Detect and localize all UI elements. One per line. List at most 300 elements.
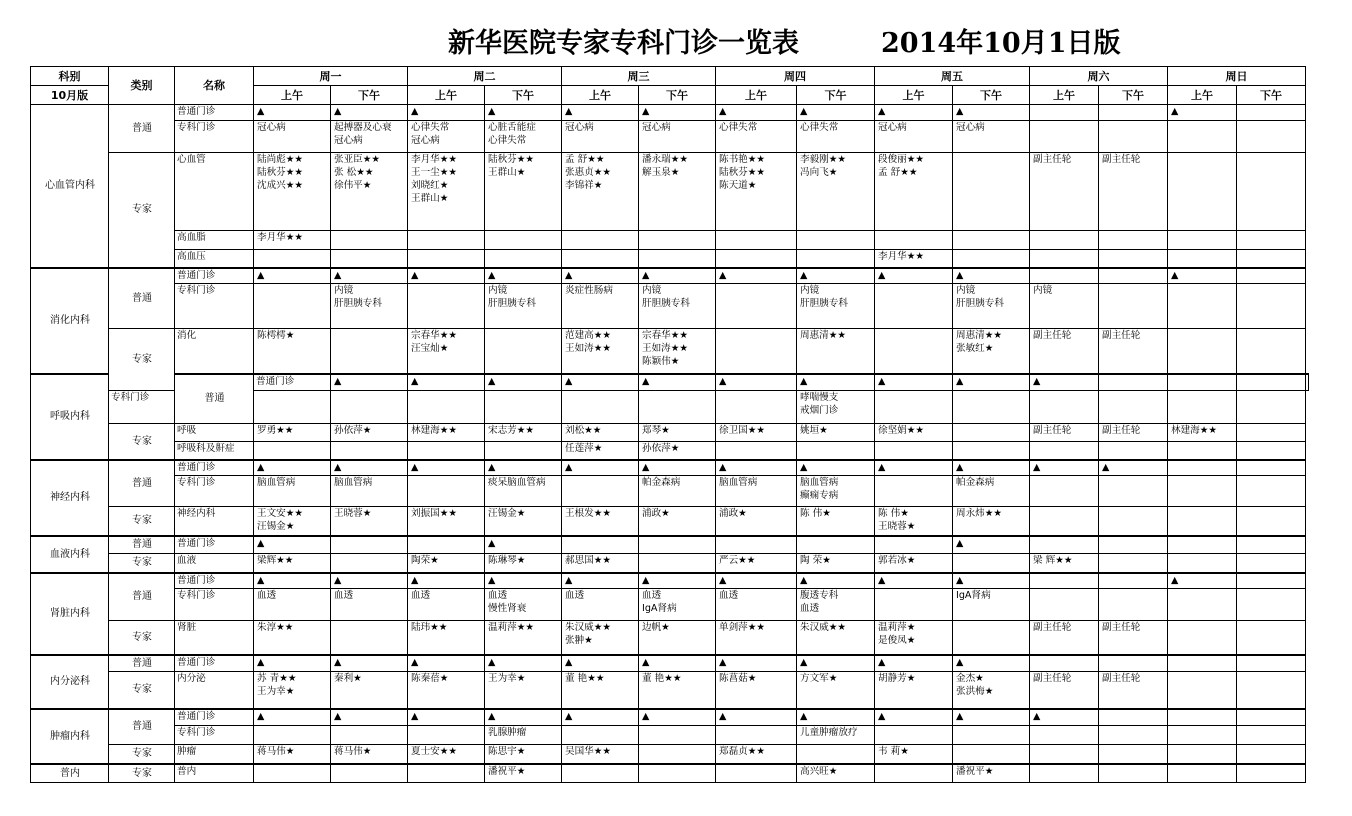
schedule-cell: [331, 329, 408, 374]
cell-text: 冠心病: [257, 122, 286, 133]
schedule-row: [31, 745, 1309, 764]
am-header: 上午: [875, 86, 953, 105]
clinic-schedule-table: [30, 66, 1309, 783]
schedule-cell: [953, 655, 1030, 672]
cell-text: ▲: [878, 656, 886, 668]
cell-text: 郝思国★★: [565, 555, 611, 566]
schedule-cell: [953, 391, 1030, 424]
schedule-cell: [1099, 745, 1168, 764]
schedule-cell: [875, 153, 953, 231]
schedule-cell: [562, 250, 639, 268]
schedule-cell: [331, 621, 408, 655]
schedule-cell: [408, 709, 485, 726]
cell-text: 陆秋芬★★: [719, 167, 765, 178]
cell-text: 内镜: [956, 285, 976, 296]
cell-text: 陆秋芬★★: [488, 154, 534, 165]
schedule-cell: [639, 391, 716, 424]
schedule-cell: [1099, 621, 1168, 655]
cell-text: ▲: [800, 106, 808, 117]
schedule-cell: [716, 231, 797, 250]
schedule-cell: [562, 726, 639, 745]
schedule-cell: [797, 621, 875, 655]
schedule-cell: [254, 460, 331, 476]
schedule-row: [31, 655, 1309, 672]
cell-text: 心律失常: [488, 135, 527, 146]
schedule-cell: [254, 672, 331, 709]
cell-text: 金杰★: [956, 673, 984, 684]
schedule-cell: [1237, 268, 1306, 284]
cell-text: IgA肾病: [642, 603, 677, 614]
cell-text: 边帆★: [642, 622, 670, 633]
schedule-cell: [716, 121, 797, 153]
schedule-cell: [485, 536, 562, 554]
cell-text: 脑血管病: [719, 477, 758, 488]
schedule-cell: [1099, 284, 1168, 329]
schedule-cell: [1168, 745, 1237, 764]
schedule-cell: [1099, 268, 1168, 284]
schedule-cell: [485, 745, 562, 764]
schedule-cell: [797, 374, 875, 391]
schedule-cell: [875, 391, 953, 424]
clinic-name-cell: 呼吸科及鼾症: [175, 442, 254, 460]
schedule-cell: [639, 121, 716, 153]
schedule-cell: [1168, 672, 1237, 709]
schedule-cell: [639, 672, 716, 709]
cell-text: ▲: [1171, 106, 1179, 117]
cell-text: 腹透专科: [800, 590, 839, 601]
schedule-cell: [1237, 726, 1306, 745]
cell-text: 冠心病: [878, 122, 907, 133]
cell-text: 罗勇★★: [257, 425, 294, 436]
schedule-cell: [1030, 121, 1099, 153]
schedule-cell: [797, 121, 875, 153]
cell-text: 心律失常: [800, 122, 839, 133]
schedule-cell: [953, 476, 1030, 507]
schedule-cell: [331, 536, 408, 554]
cell-text: 血透: [257, 590, 277, 601]
schedule-cell: [1168, 536, 1237, 554]
schedule-cell: [1168, 442, 1237, 460]
schedule-cell: [331, 231, 408, 250]
cell-text: ▲: [565, 106, 573, 117]
cell-text: 胡静芳★: [878, 673, 916, 684]
cell-text: ▲: [411, 710, 419, 722]
schedule-cell: [331, 153, 408, 231]
cell-text: 冯向飞★: [800, 167, 838, 178]
schedule-cell: [1237, 391, 1306, 424]
schedule-cell: [716, 329, 797, 374]
type-cell: 专家: [109, 554, 175, 573]
cell-text: ▲: [1033, 375, 1041, 387]
clinic-name-cell: 心血管: [175, 153, 254, 231]
cell-text: ▲: [719, 269, 727, 281]
cell-text: 孟 舒★★: [878, 167, 918, 178]
cell-text: ▲: [878, 269, 886, 281]
schedule-cell: [1168, 554, 1237, 573]
schedule-row: [31, 672, 1309, 709]
cell-text: ▲: [719, 574, 727, 586]
cell-text: 宗春华★★: [642, 330, 688, 341]
cell-text: 温莉萍★: [878, 622, 916, 633]
schedule-cell: [1237, 442, 1306, 460]
cell-text: 周惠清★★: [800, 330, 846, 341]
cell-text: 陆秋芬★★: [257, 167, 303, 178]
schedule-cell: [875, 745, 953, 764]
schedule-cell: [562, 589, 639, 621]
cell-text: ▲: [642, 656, 650, 668]
schedule-cell: [562, 621, 639, 655]
cell-text: 帕金森病: [642, 477, 681, 488]
cell-text: ▲: [411, 461, 419, 473]
cell-text: 陆尚彪★★: [257, 154, 303, 165]
schedule-cell: [953, 250, 1030, 268]
schedule-row: [31, 554, 1309, 573]
schedule-cell: [562, 554, 639, 573]
cell-text: 李月华★★: [411, 154, 457, 165]
cell-text: 血透: [642, 590, 662, 601]
clinic-name-cell: 专科门诊: [175, 284, 254, 329]
schedule-cell: [254, 507, 331, 536]
schedule-cell: [331, 655, 408, 672]
cell-text: ▲: [956, 656, 964, 668]
cell-text: 心律失常: [719, 122, 758, 133]
schedule-cell: [562, 329, 639, 374]
title-text: 新华医院专家专科门诊一览表: [448, 28, 799, 59]
schedule-cell: [1168, 268, 1237, 284]
schedule-cell: [953, 709, 1030, 726]
schedule-cell: [875, 121, 953, 153]
cell-text: ▲: [488, 537, 496, 549]
schedule-cell: [953, 554, 1030, 573]
schedule-cell: [875, 250, 953, 268]
schedule-cell: [716, 284, 797, 329]
schedule-cell: [953, 329, 1030, 374]
schedule-cell: [485, 655, 562, 672]
cell-text: 哮喘慢支: [800, 392, 839, 403]
cell-text: ▲: [334, 461, 342, 473]
cell-text: 陈菖菇★: [719, 673, 757, 684]
cell-text: 孙依萍★: [642, 443, 680, 454]
schedule-cell: [562, 655, 639, 672]
cell-text: 汪锡金★: [488, 508, 526, 519]
cell-text: ▲: [257, 461, 265, 473]
cell-text: 朱淳★★: [257, 622, 294, 633]
cell-text: 起搏器及心衰: [334, 122, 392, 133]
schedule-cell: [953, 374, 1030, 391]
schedule-cell: [1168, 573, 1237, 589]
schedule-cell: [953, 573, 1030, 589]
cell-text: 解玉泉★: [642, 167, 680, 178]
cell-text: ▲: [565, 710, 573, 722]
schedule-cell: [953, 536, 1030, 554]
schedule-cell: [408, 329, 485, 374]
cell-text: 姚垣★: [800, 425, 828, 436]
schedule-cell: [1099, 460, 1168, 476]
cell-text: 副主任轮: [1033, 154, 1072, 165]
schedule-cell: [716, 374, 797, 391]
schedule-cell: [875, 442, 953, 460]
schedule-cell: [716, 589, 797, 621]
schedule-cell: [562, 105, 639, 121]
schedule-row: [31, 121, 1309, 153]
cell-text: ▲: [800, 574, 808, 586]
schedule-cell: [716, 554, 797, 573]
cell-text: ▲: [956, 710, 964, 722]
cell-text: 刘晓红★: [411, 180, 449, 191]
schedule-cell: [254, 329, 331, 374]
schedule-cell: [639, 268, 716, 284]
schedule-cell: [1099, 424, 1168, 442]
schedule-cell: [1030, 507, 1099, 536]
schedule-cell: [875, 573, 953, 589]
schedule-cell: [254, 231, 331, 250]
clinic-name-cell: 普通门诊: [175, 709, 254, 726]
cell-text: 冠心病: [565, 122, 594, 133]
schedule-cell: [1030, 329, 1099, 374]
cell-text: ▲: [565, 461, 573, 473]
cell-text: 潘祝平★: [956, 765, 994, 777]
clinic-name-cell: 专科门诊: [109, 391, 175, 424]
cell-text: IgA肾病: [956, 590, 991, 601]
clinic-name-cell: 专科门诊: [175, 726, 254, 745]
schedule-cell: [254, 105, 331, 121]
schedule-cell: [797, 589, 875, 621]
dept-header: 科别: [31, 67, 109, 86]
schedule-cell: [1237, 105, 1306, 121]
cell-text: 王如涛★★: [642, 343, 688, 354]
schedule-cell: [875, 507, 953, 536]
schedule-cell: [408, 589, 485, 621]
schedule-cell: [1168, 231, 1237, 250]
cell-text: 夏士安★★: [411, 746, 457, 757]
cell-text: ▲: [257, 106, 265, 117]
schedule-cell: [485, 573, 562, 589]
schedule-cell: [875, 476, 953, 507]
schedule-cell: [408, 121, 485, 153]
schedule-cell: [1099, 153, 1168, 231]
schedule-row: [31, 231, 1309, 250]
cell-text: 王群山★: [488, 167, 526, 178]
schedule-cell: [1168, 284, 1237, 329]
cell-text: 韦 莉★: [878, 746, 909, 757]
cell-text: 内镜: [642, 285, 662, 296]
schedule-cell: [1168, 621, 1237, 655]
schedule-cell: [1237, 250, 1306, 268]
cell-text: 温莉萍★★: [488, 622, 534, 633]
cell-text: 方文军★: [800, 673, 838, 684]
cell-text: 孟 舒★★: [565, 154, 605, 165]
schedule-cell: [408, 672, 485, 709]
schedule-cell: [562, 121, 639, 153]
schedule-cell: [797, 105, 875, 121]
cell-text: 陈颖伟★: [642, 356, 680, 367]
schedule-cell: [408, 105, 485, 121]
am-header: 上午: [1168, 86, 1237, 105]
cell-text: ▲: [257, 537, 265, 549]
schedule-cell: [716, 655, 797, 672]
schedule-row: [31, 424, 1309, 442]
schedule-cell: [331, 745, 408, 764]
schedule-cell: [1099, 507, 1168, 536]
cell-text: 王晓蓉★: [334, 508, 372, 519]
clinic-name-cell: 普通门诊: [175, 460, 254, 476]
cell-text: 宗春华★★: [411, 330, 457, 341]
dept-cell: 内分泌科: [31, 655, 109, 709]
schedule-cell: [1168, 507, 1237, 536]
cell-text: ▲: [488, 710, 496, 722]
schedule-cell: [1237, 745, 1306, 764]
schedule-cell: [953, 460, 1030, 476]
header-row-days: [31, 67, 1309, 86]
cell-text: 李锦祥★: [565, 180, 603, 191]
schedule-row: [31, 153, 1309, 231]
schedule-cell: [716, 105, 797, 121]
schedule-cell: [562, 231, 639, 250]
cell-text: ▲: [1033, 461, 1041, 473]
cell-text: 王如涛★★: [565, 343, 611, 354]
schedule-cell: [953, 424, 1030, 442]
schedule-cell: [408, 573, 485, 589]
schedule-cell: [1237, 764, 1306, 783]
schedule-cell: [485, 231, 562, 250]
schedule-cell: [331, 672, 408, 709]
dept-cell: 呼吸内科: [31, 374, 109, 460]
schedule-cell: [1168, 329, 1237, 374]
type-cell: 专家: [109, 329, 175, 391]
schedule-cell: [562, 536, 639, 554]
am-header: 上午: [254, 86, 331, 105]
schedule-cell: [562, 153, 639, 231]
schedule-cell: [254, 655, 331, 672]
day-header: 周五: [875, 67, 1030, 86]
cell-text: 任莲萍★: [565, 443, 603, 454]
cell-text: 心脏舌能症: [488, 122, 536, 133]
schedule-cell: [1030, 374, 1099, 391]
cell-text: 副主任轮: [1102, 425, 1141, 436]
clinic-name-cell: 肿瘤: [175, 745, 254, 764]
schedule-cell: [1030, 655, 1099, 672]
schedule-cell: [797, 709, 875, 726]
schedule-cell: [562, 460, 639, 476]
cell-text: 炎症性肠病: [565, 285, 613, 296]
schedule-cell: [408, 621, 485, 655]
cell-text: ▲: [642, 574, 650, 586]
schedule-cell: [254, 391, 331, 424]
pm-header: 下午: [331, 86, 408, 105]
version-text: 2014年10月1日版: [881, 28, 1121, 59]
pm-header: 下午: [1099, 86, 1168, 105]
cell-text: ▲: [565, 574, 573, 586]
cell-text: 冠心病: [411, 135, 440, 146]
dept-cell: 神经内科: [31, 460, 109, 536]
type-cell: 专家: [109, 153, 175, 268]
schedule-cell: [875, 554, 953, 573]
page-title: [448, 24, 1121, 64]
schedule-cell: [408, 442, 485, 460]
schedule-cell: [797, 672, 875, 709]
schedule-cell: [797, 745, 875, 764]
schedule-cell: [639, 554, 716, 573]
cell-text: 徐坚娟★★: [878, 425, 924, 436]
cell-text: 李月华★★: [878, 251, 924, 262]
cell-text: 王文安★★: [257, 508, 303, 519]
cell-text: 汪锡金★: [257, 521, 295, 532]
schedule-cell: [485, 726, 562, 745]
type-cell: 专家: [109, 764, 175, 783]
cell-text: 朱汉威★★: [800, 622, 846, 633]
schedule-cell: [1099, 250, 1168, 268]
schedule-cell: [1030, 726, 1099, 745]
schedule-cell: [1030, 536, 1099, 554]
schedule-cell: [797, 329, 875, 374]
clinic-name-cell: 专科门诊: [175, 589, 254, 621]
cell-text: ▲: [565, 269, 573, 281]
schedule-cell: [716, 507, 797, 536]
schedule-cell: [254, 250, 331, 268]
cell-text: 汪宝灿★: [411, 343, 449, 354]
cell-text: 肝胆胰专科: [642, 298, 690, 309]
schedule-cell: [797, 250, 875, 268]
schedule-cell: [562, 424, 639, 442]
clinic-name-cell: 普通门诊: [175, 573, 254, 589]
schedule-cell: [953, 589, 1030, 621]
schedule-cell: [562, 284, 639, 329]
type-cell: 普通: [175, 374, 254, 424]
pm-header: 下午: [797, 86, 875, 105]
schedule-cell: [485, 709, 562, 726]
schedule-cell: [1168, 424, 1237, 442]
schedule-cell: [254, 284, 331, 329]
schedule-cell: [716, 424, 797, 442]
cell-text: ▲: [257, 574, 265, 586]
schedule-cell: [1030, 745, 1099, 764]
cell-text: 严云★★: [719, 555, 756, 566]
cell-text: 副主任轮: [1033, 673, 1072, 684]
schedule-cell: [1030, 268, 1099, 284]
schedule-cell: [562, 374, 639, 391]
schedule-cell: [1168, 153, 1237, 231]
cell-text: 王为幸★: [488, 673, 526, 684]
cell-text: ▲: [411, 269, 419, 281]
schedule-cell: [1237, 231, 1306, 250]
day-header: 周四: [716, 67, 875, 86]
cell-text: 血透: [334, 590, 354, 601]
schedule-cell: [1168, 105, 1237, 121]
schedule-cell: [953, 726, 1030, 745]
cell-text: ▲: [878, 461, 886, 473]
schedule-row: [31, 589, 1309, 621]
schedule-cell: [254, 573, 331, 589]
schedule-cell: [639, 573, 716, 589]
schedule-cell: [485, 424, 562, 442]
schedule-cell: [331, 374, 408, 391]
schedule-cell: [408, 476, 485, 507]
schedule-cell: [1306, 374, 1309, 391]
schedule-row: [31, 268, 1309, 284]
schedule-row: [31, 507, 1309, 536]
cell-text: 王晓蓉★: [878, 521, 916, 532]
cell-text: 浦政★: [642, 508, 670, 519]
schedule-cell: [331, 764, 408, 783]
schedule-cell: [875, 231, 953, 250]
cell-text: 郑磊贞★★: [719, 746, 765, 757]
cell-text: ▲: [642, 269, 650, 281]
type-cell: 专家: [109, 424, 175, 460]
cell-text: ▲: [257, 656, 265, 668]
schedule-row: [31, 621, 1309, 655]
dept-cell: 肿瘤内科: [31, 709, 109, 764]
cell-text: 李月华★★: [257, 232, 303, 243]
